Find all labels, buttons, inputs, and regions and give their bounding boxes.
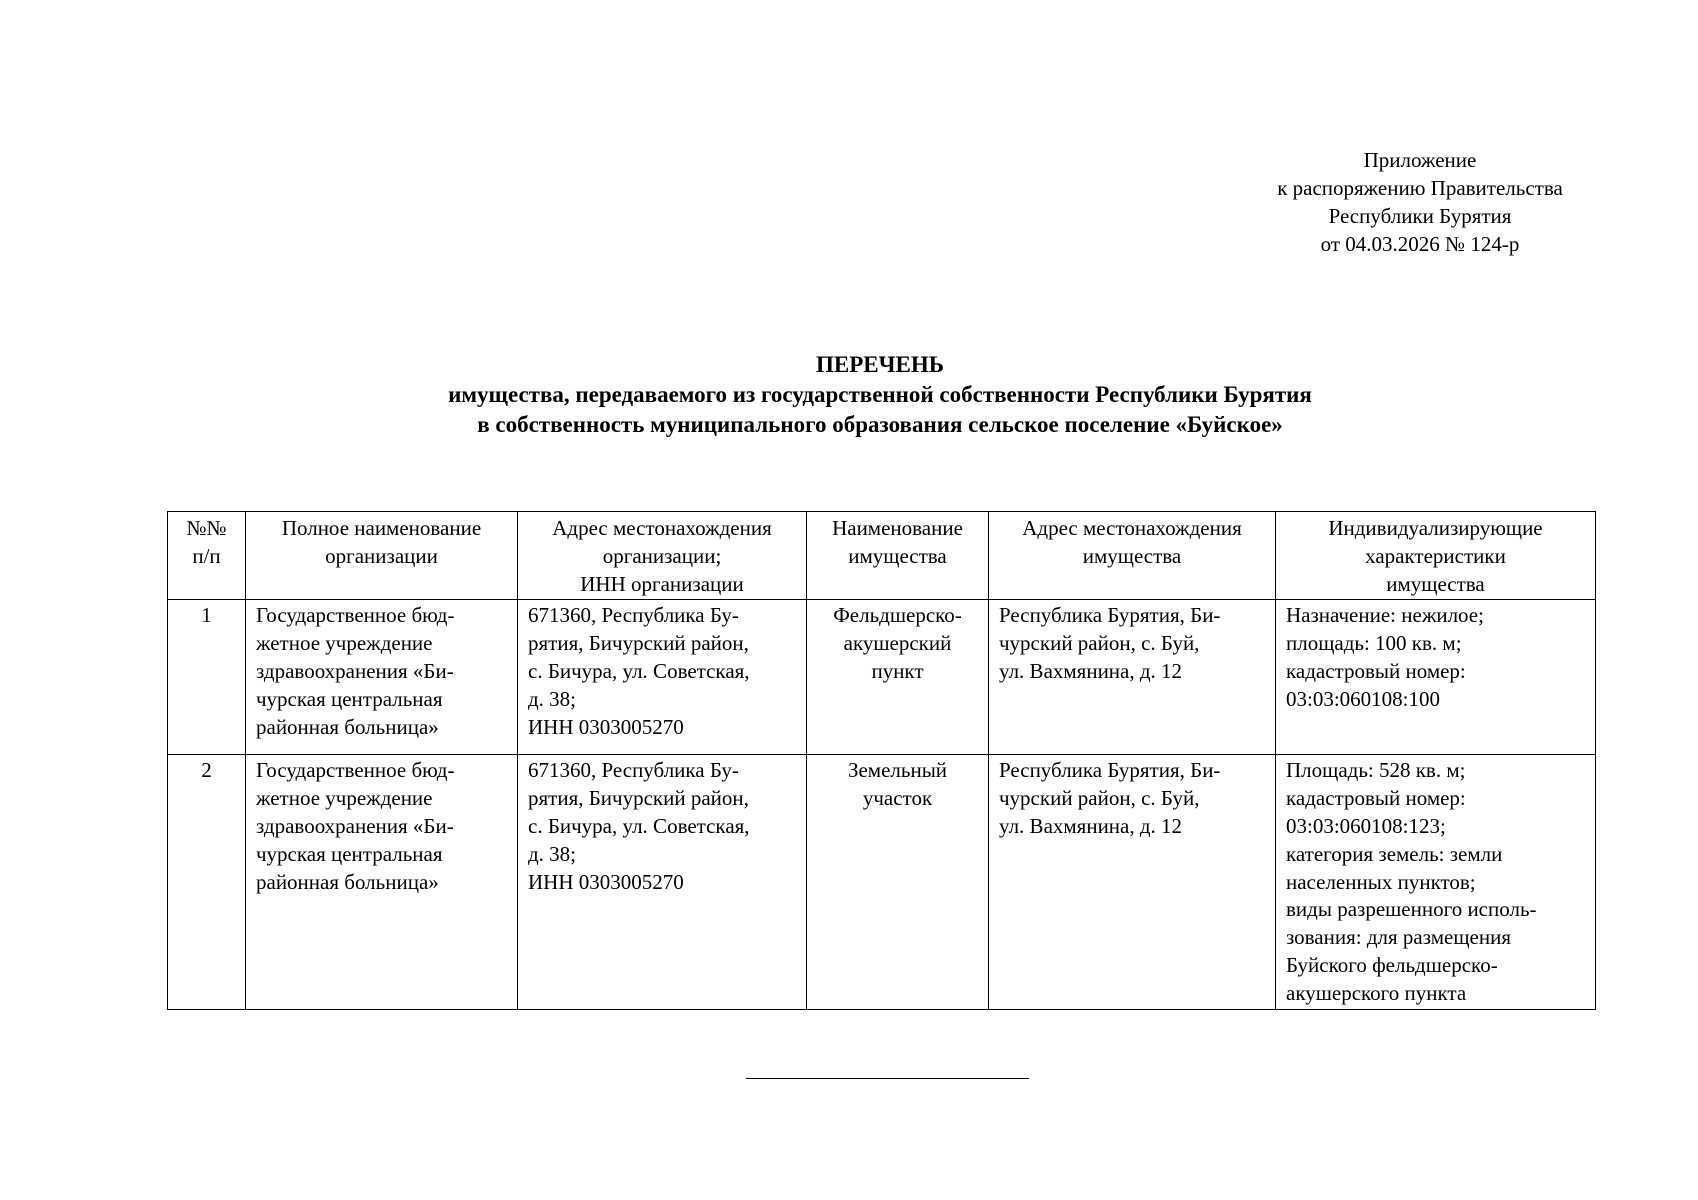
row-number: 2 xyxy=(168,755,246,1009)
property-table xyxy=(167,511,1596,1010)
header-property-address: Адрес местонахождения имущества xyxy=(989,512,1276,600)
header-org-address: Адрес местонахождения организации; ИНН организации xyxy=(518,512,807,600)
header-property-name: Наименование имущества xyxy=(807,512,989,600)
table-row xyxy=(168,600,1596,755)
org-name-cell: Государственное бюд- жетное учреждение здравоохранения «Би- чурская центральная районная больница» xyxy=(246,600,518,755)
appendix-line: от 04.03.2026 № 124-р xyxy=(1320,232,1520,256)
table-header-row xyxy=(168,512,1596,600)
header-org-name: Полное наименование организации xyxy=(246,512,518,600)
title-heading: ПЕРЕЧЕНЬ xyxy=(816,352,944,377)
property-name-cell: Фельдшерско- акушерский пункт xyxy=(807,600,989,755)
title-line-1: имущества, передаваемого из государственной собственности Республики Бурятия xyxy=(448,382,1312,407)
org-address-cell: 671360, Республика Бу- рятия, Бичурский район, с. Бичура, ул. Советская, д. 38; ИНН 0303005270 xyxy=(518,755,807,1009)
org-address-cell: 671360, Республика Бу- рятия, Бичурский район, с. Бичура, ул. Советская, д. 38; ИНН 0303005270 xyxy=(518,600,807,755)
appendix-line: к распоряжению Правительства xyxy=(1277,176,1563,200)
property-address-cell: Республика Бурятия, Би- чурский район, с. Буй, ул. Вахмянина, д. 12 xyxy=(989,755,1276,1009)
characteristics-cell: Площадь: 528 кв. м; кадастровый номер: 03:03:060108:123; категория земель: земли населенных пунктов; виды разрешенного исполь- зования: для размещения Буйского фельдшерско- акушерского пункта xyxy=(1276,755,1596,1009)
header-number: №№ п/п xyxy=(168,512,246,600)
appendix-line: Республики Бурятия xyxy=(1328,204,1512,228)
org-name-cell: Государственное бюд- жетное учреждение здравоохранения «Би- чурская центральная районная больница» xyxy=(246,755,518,1009)
appendix-line: Приложение xyxy=(1363,148,1477,172)
appendix-block xyxy=(1240,146,1600,258)
characteristics-cell: Назначение: нежилое; площадь: 100 кв. м; кадастровый номер: 03:03:060108:100 xyxy=(1276,600,1596,755)
property-name-cell: Земельный участок xyxy=(807,755,989,1009)
header-characteristics: Индивидуализирующие характеристики имущества xyxy=(1276,512,1596,600)
title-line-2: в собственность муниципального образования сельское поселение «Буйское» xyxy=(477,412,1283,437)
table-row xyxy=(168,755,1596,1009)
property-address-cell: Республика Бурятия, Би- чурский район, с. Буй, ул. Вахмянина, д. 12 xyxy=(989,600,1276,755)
document-title xyxy=(0,350,1698,440)
closing-rule xyxy=(746,1078,1029,1079)
row-number: 1 xyxy=(168,600,246,755)
